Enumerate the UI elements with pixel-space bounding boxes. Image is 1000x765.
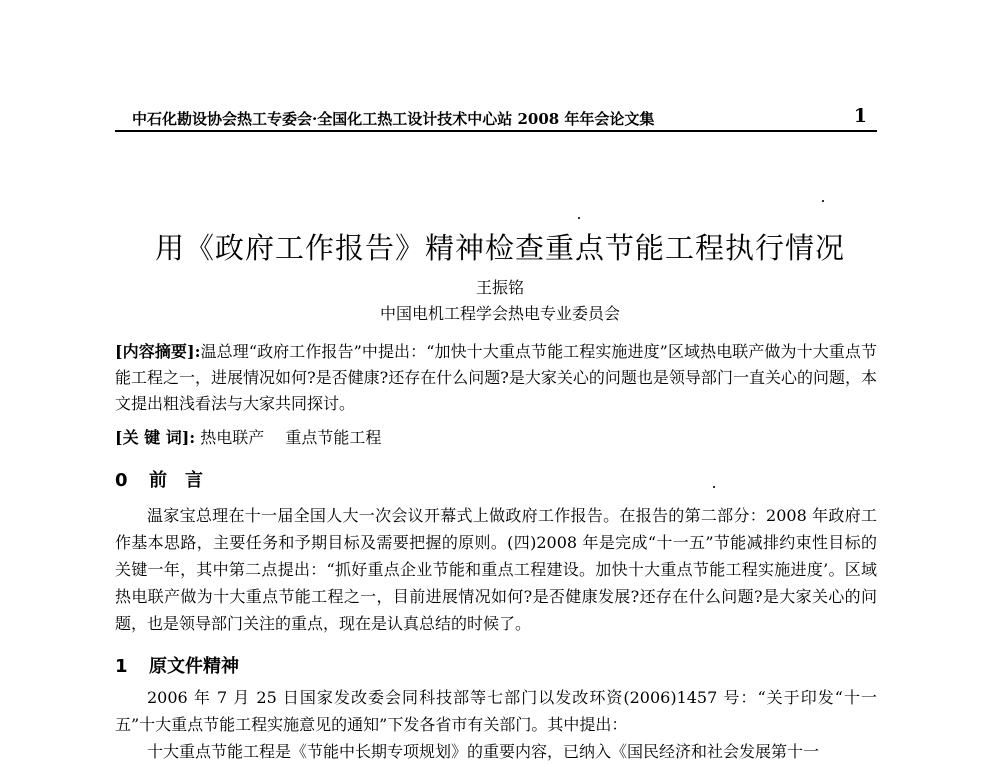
keywords-label: [关 键 词]: [115,428,196,447]
section-number: 1 [115,656,128,677]
section-title: 前 言 [149,470,203,491]
paragraph: 十大重点节能工程是《节能中长期专项规划》的重要内容，已纳入《国民经济和社会发展第十一 [147,742,820,761]
journal-title: 中石化勘设协会热工专委会·全国化工热工设计技术中心站 2008 年年会论文集 [132,110,655,128]
abstract-text: 温总理“政府工作报告”中提出：“加快十大重点节能工程实施进度”区域热电联产做为十大重点节能工程之一，进展情况如何?是否健康?还存在什么问题?是大家关心的问题也是领导部门一直关心的问题，本文提出粗浅看法与大家共同探讨。 [115,342,877,413]
author-name: 王振铭 [475,278,524,297]
section-heading [115,466,203,492]
keyword: 热电联产 [200,428,265,447]
section-number: 0 [115,470,128,491]
scan-speck [822,200,824,202]
paragraph: 2006 年 7 月 25 日国家发改委会同科技部等七部门以发改环资(2006)1457 号：“关于印发“十一五”十大重点节能工程实施意见的通知”下发各省市有关部门。其中提出： [115,688,877,734]
section-heading [115,652,239,678]
keyword: 重点节能工程 [285,428,382,447]
paragraph: 温家宝总理在十一届全国人大一次会议开幕式上做政府工作报告。在报告的第二部分：2008 年政府工作基本思路，主要任务和予期目标及需要把握的原则。(四)2008 年是完成“十一五”节能减排约束性目标的关键一年，其中第二点提出：“抓好重点企业节能和重点工程建设。加快十大重点节能工程实施进度’。区域热电联产做为十大重点节能工程之一，目前进展情况如何?是否健康发展?还存在什么问题?是大家关心的问题，也是领导部门关注的重点，现在是认真总结的时候了。 [115,506,877,633]
keywords [115,425,877,451]
page-number: 1 [853,105,867,127]
abstract [115,339,877,417]
abstract-label: [内容摘要]: [115,342,201,361]
author-affiliation: 中国电机工程学会热电专业委员会 [379,304,620,323]
section-title: 原文件精神 [149,656,239,677]
paper-title: 用《政府工作报告》精神检查重点节能工程执行情况 [154,231,845,265]
running-header [115,105,877,132]
scan-speck [578,217,580,219]
scan-speck [713,486,715,488]
